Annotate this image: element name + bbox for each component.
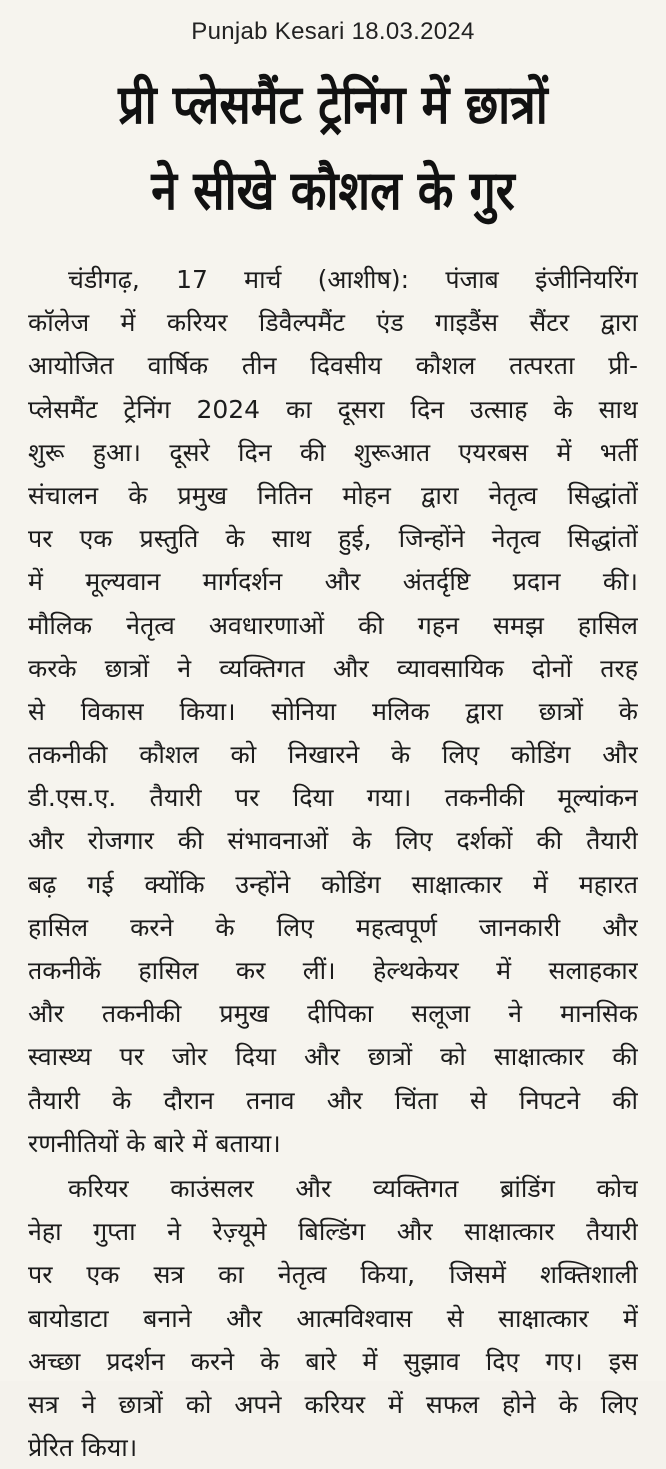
text-line: आयोजित वार्षिक तीन दिवसीय कौशल तत्परता प्री-: [28, 351, 638, 381]
text-line: कॉलेज में करियर डिवैल्पमैंट एंड गाइडैंस सैंटर द्वारा: [28, 308, 638, 338]
paragraph-2: [28, 1167, 638, 1469]
text-line: और तकनीकी प्रमुख दीपिका सलूजा ने मानसिक: [28, 999, 638, 1029]
text-line: तकनीकी कौशल को निखारने के लिए कोडिंग और: [28, 740, 638, 770]
text-line: करके छात्रों ने व्यक्तिगत और व्यावसायिक दोनों तरह: [28, 653, 638, 683]
text-line: चंडीगढ़, 17 मार्च (आशीष): पंजाब इंजीनियरिंग: [68, 265, 638, 294]
text-line: अच्छा प्रदर्शन करने के बारे में सुझाव दिए गए। इस: [28, 1346, 638, 1376]
text-line: करियर काउंसलर और व्यक्तिगत ब्रांडिंग कोच: [68, 1173, 638, 1203]
text-line: में मूल्यवान मार्गदर्शन और अंतर्दृष्टि प्रदान की।: [28, 567, 638, 597]
text-line: तकनीकें हासिल कर लीं। हेल्थकेयर में सलाहकार: [28, 956, 638, 985]
headline: [47, 62, 620, 234]
article-body: [28, 258, 638, 1469]
text-line: रणनीतियों के बारे में बताया।: [28, 1128, 281, 1158]
text-line: मौलिक नेतृत्व अवधारणाओं की गहन समझ हासिल: [28, 610, 638, 640]
text-line: प्रेरित किया।: [28, 1433, 138, 1463]
text-line: बढ़ गई क्योंकि उन्होंने कोडिंग साक्षात्कार में महारत: [28, 869, 638, 899]
text-line: संचालन के प्रमुख नितिन मोहन द्वारा नेतृत्व सिद्धांतों: [28, 480, 638, 510]
text-line: हासिल करने के लिए महत्वपूर्ण जानकारी और: [28, 912, 638, 942]
text-line: नेहा गुप्ता ने रेज़्यूमे बिल्डिंग और साक्षात्कार तैयारी: [28, 1217, 638, 1247]
text-line: स्वास्थ्य पर जोर दिया और छात्रों को साक्षात्कार की: [28, 1042, 638, 1072]
text-line: पर एक प्रस्तुति के साथ हुई, जिन्होंने नेतृत्व सिद्धांतों: [28, 524, 638, 554]
headline-line: प्री प्लेसमैंट ट्रेनिंग में छात्रों: [118, 73, 548, 136]
paragraph-1: [28, 258, 638, 1165]
text-line: पर एक सत्र का नेतृत्व किया, जिसमें शक्तिशाली: [28, 1260, 638, 1290]
text-line: शुरू हुआ। दूसरे दिन की शुरूआत एयरबस में भर्ती: [28, 437, 638, 467]
text-line: से विकास किया। सोनिया मलिक द्वारा छात्रों के: [28, 696, 638, 726]
headline-line: ने सीखे कौशल के गुर: [151, 159, 515, 222]
text-line: डी.एस.ए. तैयारी पर दिया गया। तकनीकी मूल्यांकन: [28, 783, 638, 813]
text-line: प्लेसमैंट ट्रेनिंग 2024 का दूसरा दिन उत्साह के साथ: [28, 394, 638, 424]
source-dateline: Punjab Kesari 18.03.2024: [191, 18, 475, 45]
text-line: बायोडाटा बनाने और आत्मविश्वास से साक्षात्कार में: [28, 1303, 638, 1333]
text-line: सत्र ने छात्रों को अपने करियर में सफल होने के लिए: [28, 1389, 638, 1419]
text-line: और रोजगार की संभावनाओं के लिए दर्शकों की तैयारी: [28, 826, 638, 856]
text-line: तैयारी के दौरान तनाव और चिंता से निपटने की: [28, 1085, 638, 1115]
